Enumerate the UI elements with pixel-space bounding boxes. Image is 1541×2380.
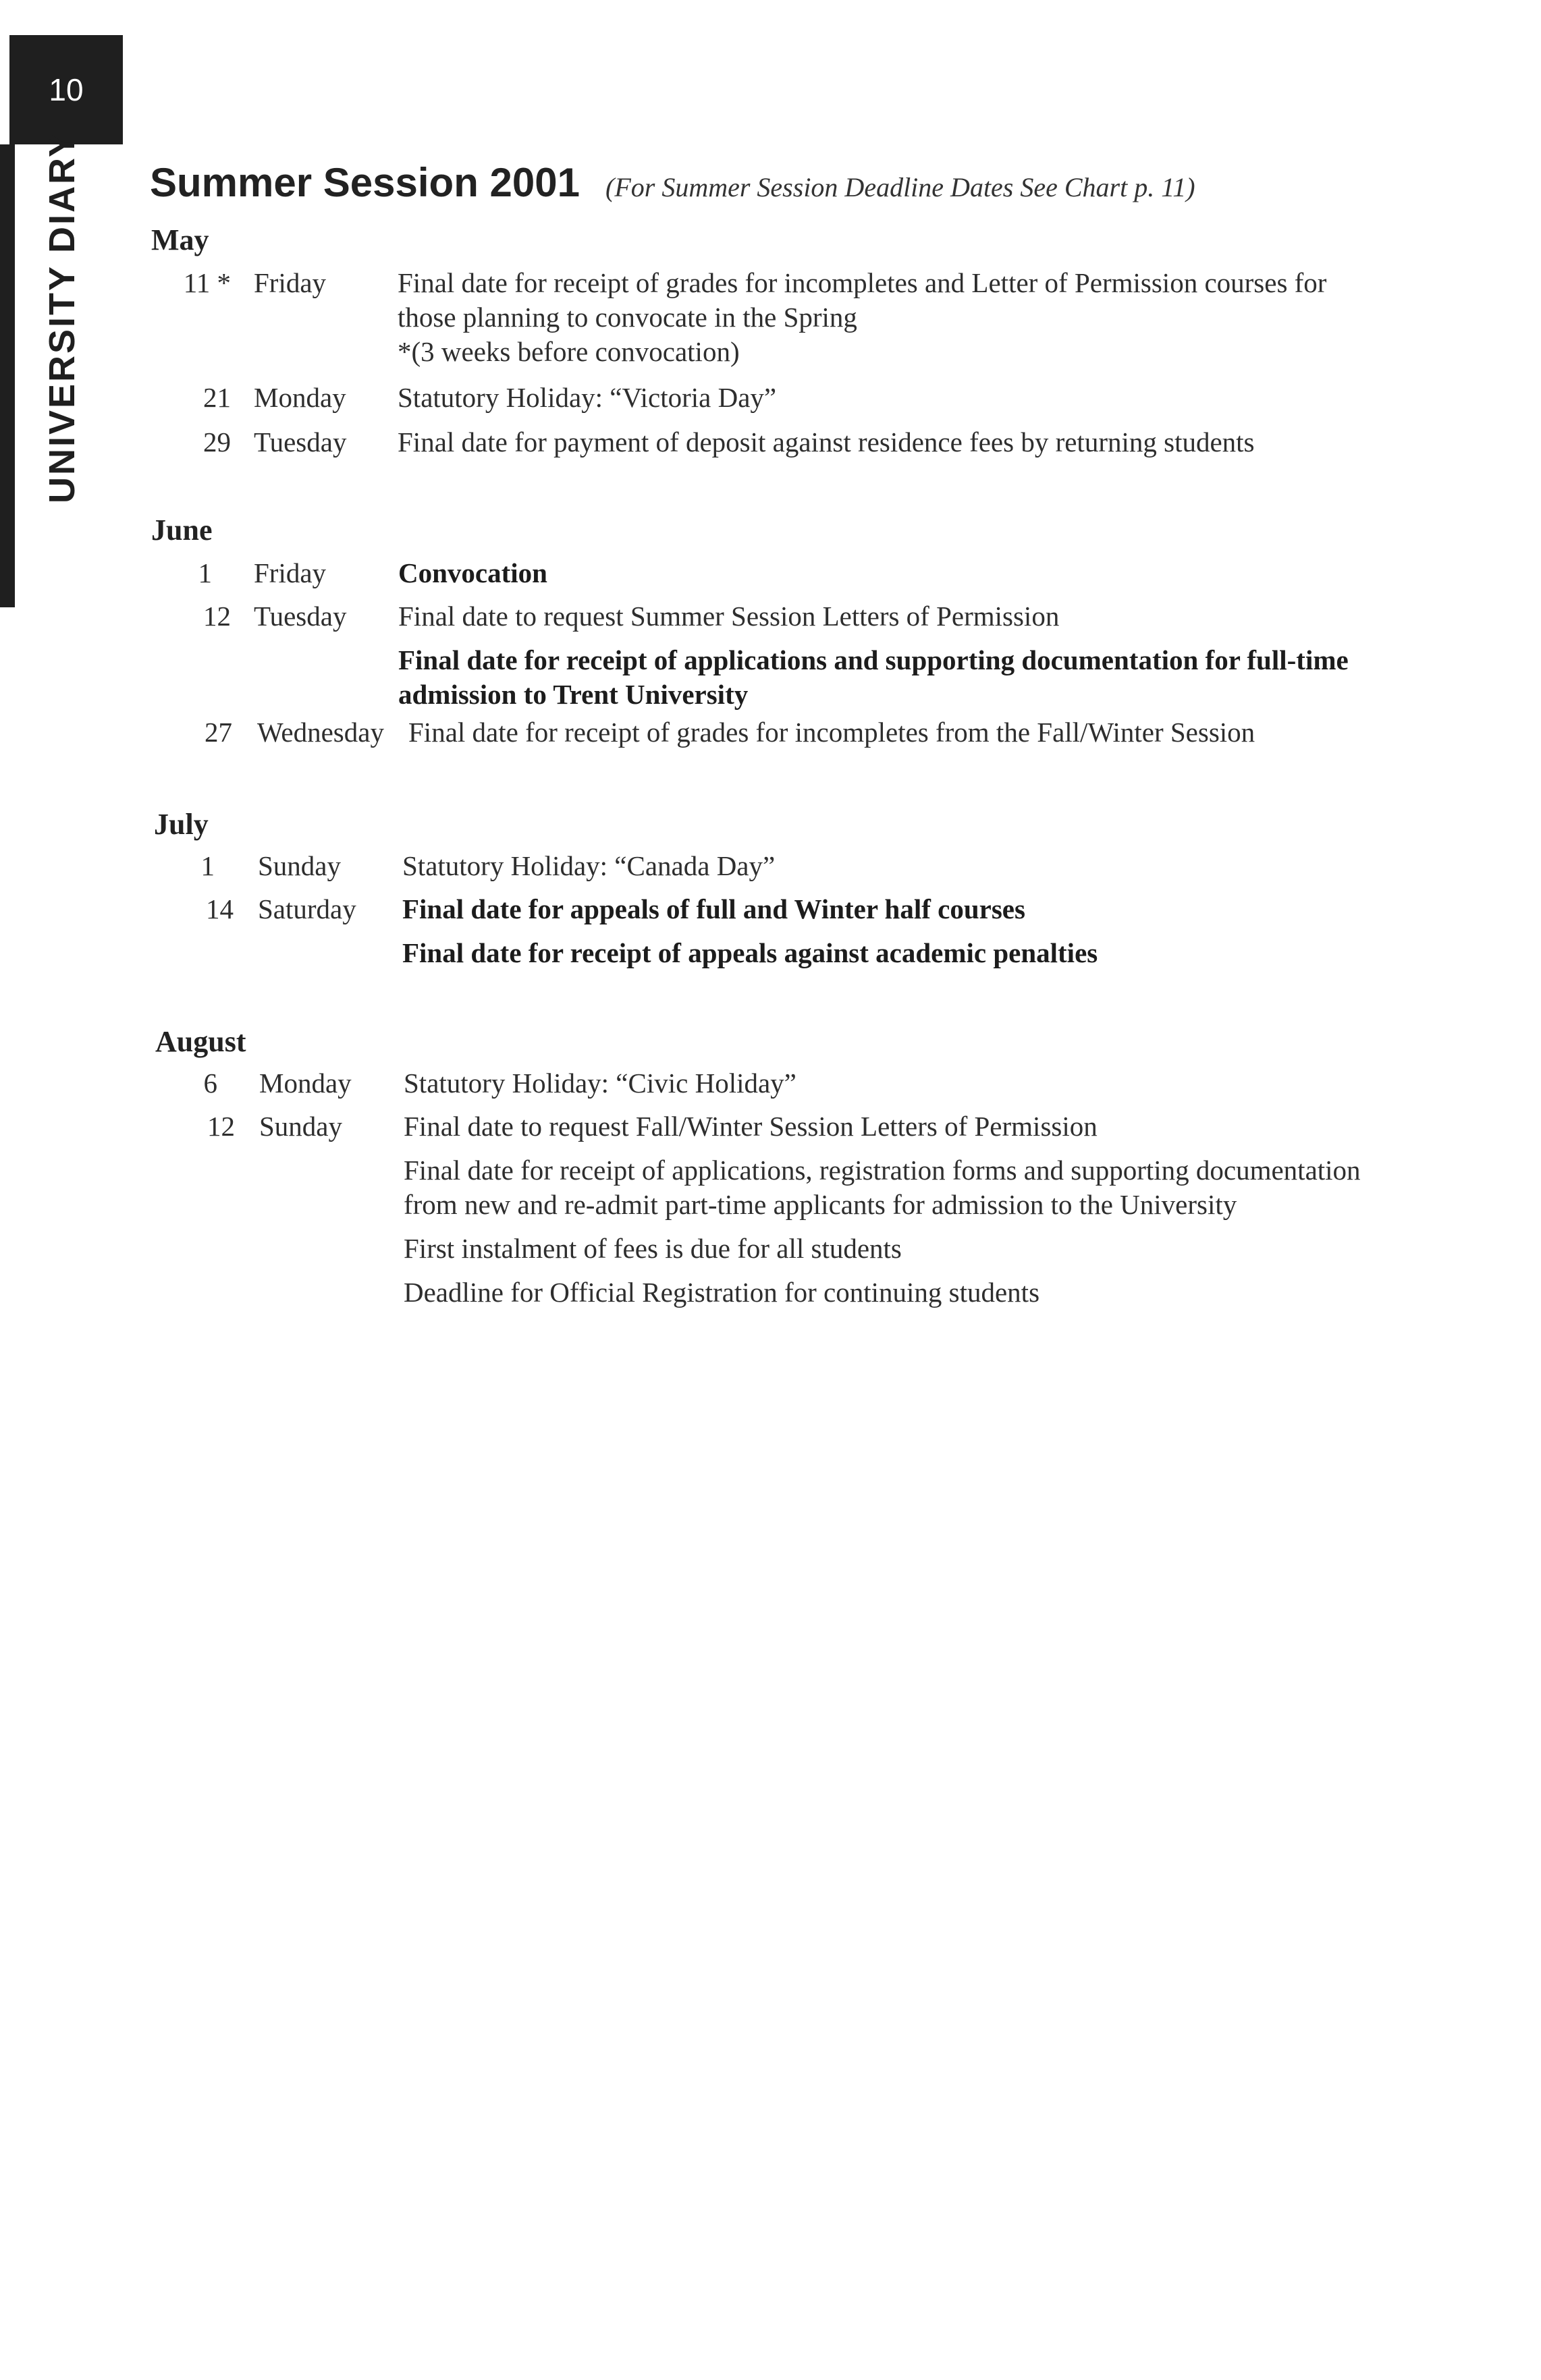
entry-day: 12 xyxy=(203,601,231,632)
entry-weekday: Monday xyxy=(254,382,346,413)
entry-description xyxy=(398,266,1376,379)
entry-description xyxy=(404,1066,1382,1110)
entry-item: Final date to request Summer Session Letters of Permission xyxy=(398,601,1060,632)
entry-weekday: Wednesday xyxy=(257,717,384,748)
entry-item: Statutory Holiday: “Canada Day” xyxy=(402,850,776,881)
entry-item: Convocation xyxy=(398,557,547,588)
entry-description xyxy=(398,556,1377,600)
entry-weekday: Sunday xyxy=(258,850,341,881)
entry-item: Final date for appeals of full and Winter half courses xyxy=(402,893,1025,924)
entry-weekday: Tuesday xyxy=(254,426,347,458)
entry-description xyxy=(398,381,1376,424)
entry-item: Final date to request Fall/Winter Session Letters of Permission xyxy=(404,1111,1098,1142)
entry-item: Statutory Holiday: “Victoria Day” xyxy=(398,382,777,413)
month-heading-july: July xyxy=(154,808,209,841)
entry-weekday: Monday xyxy=(259,1068,352,1099)
entry-weekday: Friday xyxy=(254,267,327,298)
entry-description xyxy=(402,849,1381,893)
entry-description xyxy=(404,1109,1382,1319)
entry-description xyxy=(398,425,1376,469)
entry-item: Statutory Holiday: “Civic Holiday” xyxy=(404,1068,796,1099)
month-heading-june: June xyxy=(151,514,213,547)
entry-weekday: Sunday xyxy=(259,1111,342,1142)
entry-item: Final date for receipt of applications, registration forms and supporting documentation from new and re-admit part-time applicants for admission to the University xyxy=(404,1155,1361,1220)
entry-description xyxy=(398,599,1377,721)
entry-description xyxy=(408,715,1387,759)
page-title: Summer Session 2001 xyxy=(150,160,580,205)
title-note: (For Summer Session Deadline Dates See Chart p. 11) xyxy=(605,172,1195,202)
entry-item: Final date for receipt of grades for incompletes and Letter of Permission courses for those planning to convocate in the Spring xyxy=(398,267,1327,333)
entry-day: 1 xyxy=(200,850,215,881)
entry-day: 6 xyxy=(203,1068,217,1099)
entry-day: 27 xyxy=(205,717,232,748)
entry-day: 12 xyxy=(207,1111,235,1142)
entry-day: 11 * xyxy=(183,267,231,298)
title-row xyxy=(150,159,1195,206)
entry-item: Deadline for Official Registration for continuing students xyxy=(404,1277,1040,1308)
entry-item: Final date for receipt of appeals against academic penalties xyxy=(402,937,1098,968)
section-side-label: UNIVERSITY DIARY xyxy=(42,130,82,504)
entry-item: Final date for receipt of applications and supporting documentation for full-time admission to Trent University xyxy=(398,644,1349,710)
entry-item: First instalment of fees is due for all students xyxy=(404,1233,902,1264)
entry-weekday: Friday xyxy=(254,557,327,588)
side-bar xyxy=(0,144,15,607)
month-heading-may: May xyxy=(151,223,209,256)
entry-day: 29 xyxy=(203,426,231,458)
entry-description xyxy=(402,892,1381,980)
entry-day: 21 xyxy=(203,382,231,413)
entry-weekday: Tuesday xyxy=(254,601,347,632)
entry-item: *(3 weeks before convocation) xyxy=(398,336,740,367)
entry-item: Final date for payment of deposit against residence fees by returning students xyxy=(398,426,1255,458)
entry-item: Final date for receipt of grades for incompletes from the Fall/Winter Session xyxy=(408,717,1255,748)
entry-day: 14 xyxy=(206,893,234,924)
month-heading-august: August xyxy=(155,1025,246,1058)
entry-day: 1 xyxy=(198,557,212,588)
page-number: 10 xyxy=(9,35,123,144)
entry-weekday: Saturday xyxy=(258,893,356,924)
